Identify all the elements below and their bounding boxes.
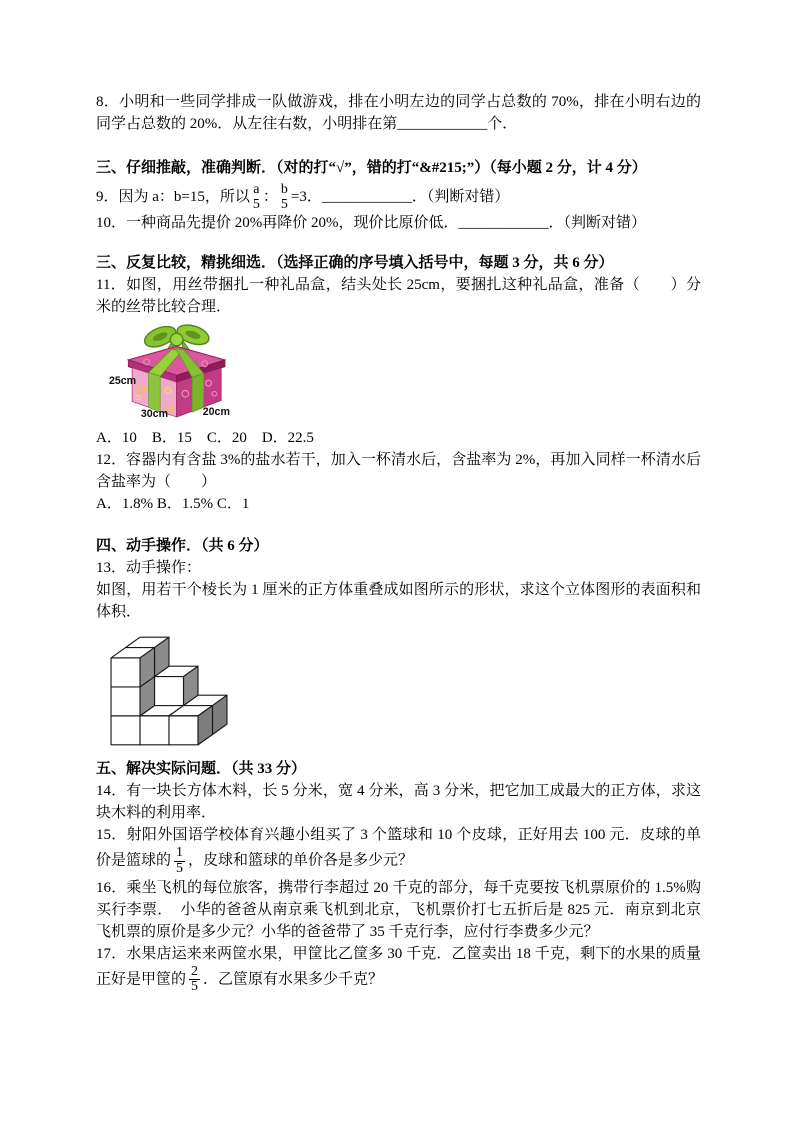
question-17-pre: 17．水果店运来来两筐水果，甲筐比乙筐多 30 千克．乙筐卖出 18 千克，剩下的水果的质量正好是甲筐的 — [96, 945, 701, 988]
gift-box-figure — [108, 323, 253, 420]
question-15-post: ，皮球和篮球的单价各是多少元？ — [188, 853, 414, 869]
cube-stack-figure — [104, 631, 234, 749]
question-13-line2: 如图，用若干个棱长为 1 厘米的正方体重叠成如图所示的形状，求这个立体图形的表面积和体积． — [96, 582, 701, 621]
fraction-a-over-5: a 5 — [252, 182, 260, 212]
question-14: 14．有一块长方体木料，长 5 分米，宽 4 分米，高 3 分米，把它加工成最大的正方体，求这块木料的利用率． — [96, 783, 701, 822]
section-hands-title: 四、动手操作．（共 6 分） — [96, 538, 269, 555]
gift-label-width: 20cm — [202, 406, 230, 419]
question-17-post: ．乙筐原有水果多少千克？ — [203, 971, 384, 988]
gift-box-image — [108, 323, 701, 425]
question-15-pre: 15．射阳外国语学校体育兴趣小组买了 3 个篮球和 10 个皮球，正好用去 100 元．皮球的单价是篮球的 — [96, 827, 701, 869]
question-11-options: A．10 B．15 C．20 D．22.5 — [96, 430, 314, 447]
question-10: 10．一种商品先提价 20%再降价 20%，现价比原价低．____________．（判断对错） — [96, 215, 646, 232]
question-11: 11．如图，用丝带捆扎一种礼品盒，结头处长 25cm，要捆扎这种礼品盒，准备（ ）分米的丝带比较合理． — [96, 277, 701, 316]
fraction-two-fifths: $\frac{2}{5}$ — [191, 963, 199, 995]
question-9-pre: 9．因为 a：b=15，所以 — [96, 189, 250, 206]
question-8: 8．小明和一些同学排成一队做游戏，排在小明左边的同学占总数的 70%，排在小明右边的同学占总数的 20%．从左往右数，小明排在第____________个． — [96, 94, 701, 132]
cube-stack-image — [104, 631, 701, 754]
gift-label-length: 30cm — [140, 408, 169, 421]
question-13-line1: 13．动手操作： — [96, 560, 202, 577]
question-12-options: A．1.8% B．1.5% C．1 — [96, 496, 250, 513]
fraction-b-over-5: b 5 — [280, 182, 288, 212]
section-choice-title: 三、反复比较，精挑细选．（选择正确的序号填入括号中，每题 3 分，共 6 分） — [96, 255, 614, 272]
question-9 — [96, 183, 701, 212]
question-15 — [96, 824, 701, 876]
question-12: 12．容器内有含盐 3%的盐水若干，加入一杯清水后，含盐率为 2%，再加入同样一杯清水后含盐率为（ ） — [96, 452, 701, 491]
section-judge-title: 三、仔细推敲，准确判断．（对的打“√”，错的打“&#215;”）（每小题 2 分，计 4 分） — [96, 160, 647, 176]
section-solve-title: 五、解决实际问题．（共 33 分） — [96, 761, 307, 778]
gift-label-height: 25cm — [108, 375, 137, 388]
fraction-one-fifth: $\frac{1}{5}$ — [176, 845, 184, 877]
question-9-post: =3．____________．（判断对错） — [290, 189, 510, 206]
question-17 — [96, 943, 701, 995]
question-9-colon: ： — [262, 189, 278, 206]
question-16: 16．乘坐飞机的每位旅客，携带行李超过 20 千克的部分，每千克要按飞机票原价的 1.5%购买行李票． 小华的爸爸从南京乘飞机到北京，飞机票价打七五折后是 825 元．南京到北京飞机票的原价是多少元？小华的爸爸带了 35 千克行李，应付行李费多少元？ — [96, 879, 701, 940]
